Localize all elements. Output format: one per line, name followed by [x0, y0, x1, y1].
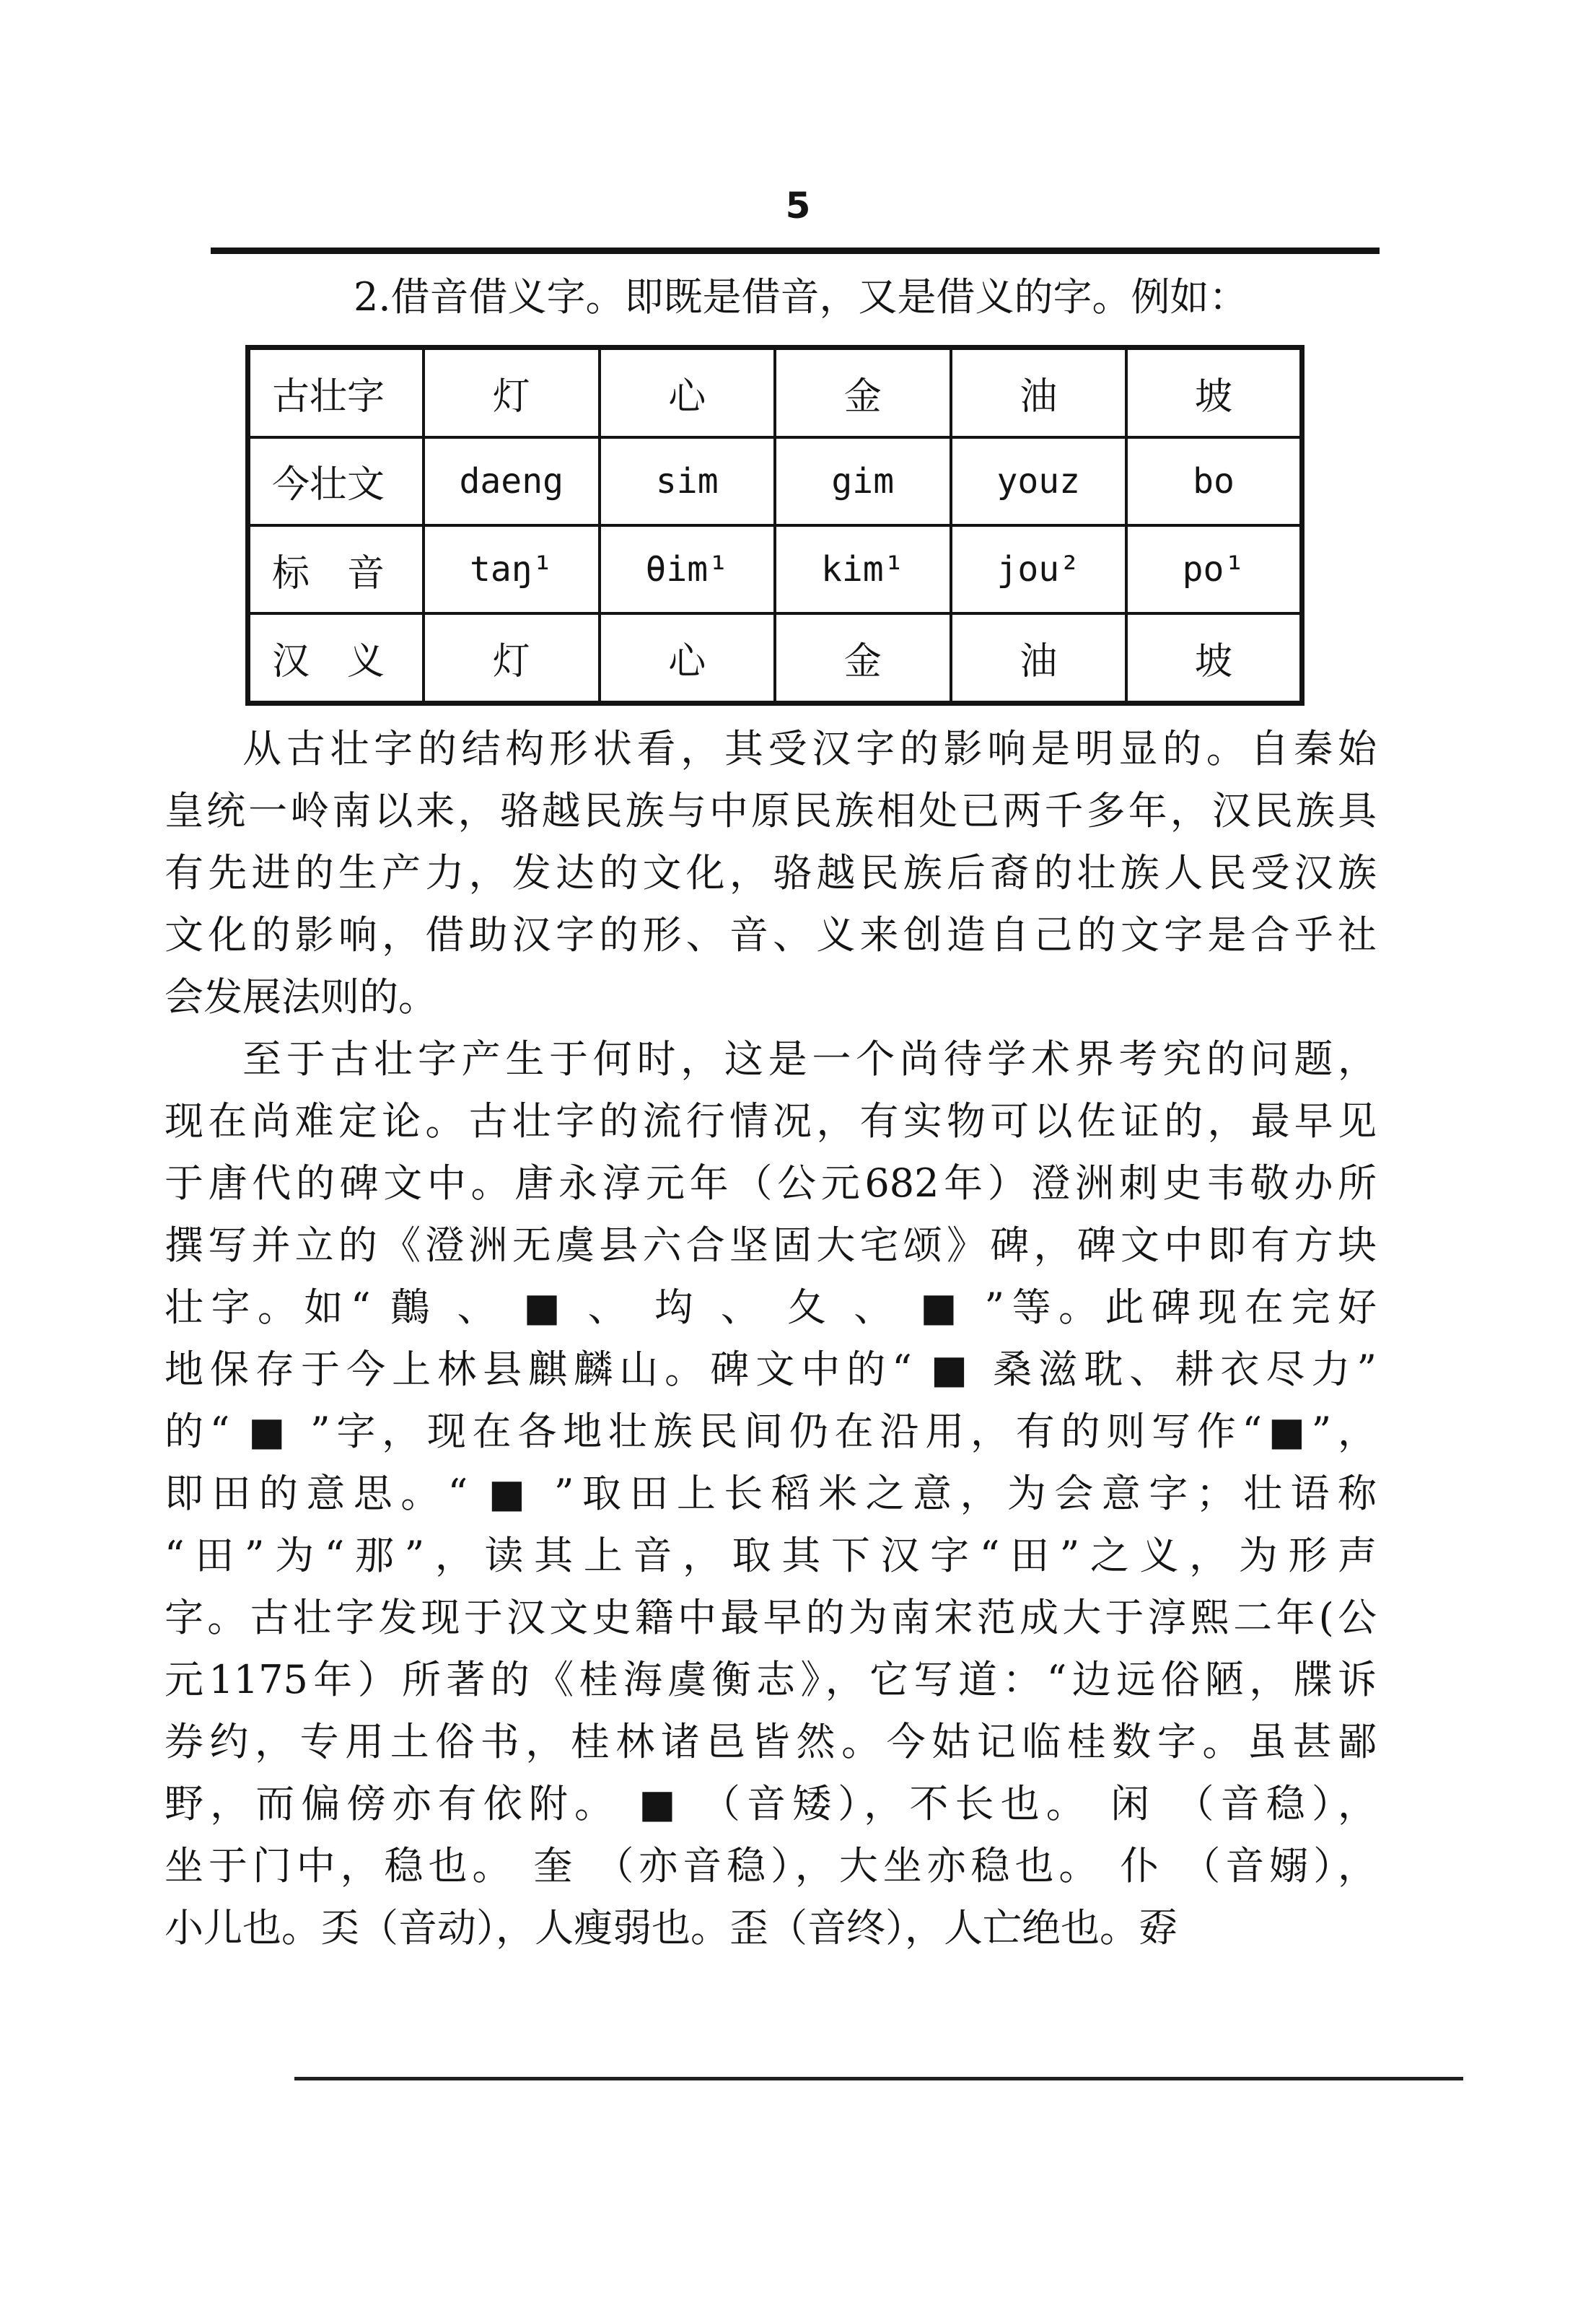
- row-label: 今壮文: [248, 437, 424, 525]
- paragraph-influence: [165, 718, 1377, 1028]
- table-row: [248, 348, 1302, 437]
- text-line: 坐于门中，稳也。 奎 （亦音稳），大坐亦稳也。 仆 （音嫋），: [165, 1843, 1377, 1889]
- character-table: [245, 345, 1305, 706]
- table-cell: sim: [600, 437, 776, 525]
- text-line: 会发展法则的。: [165, 974, 437, 1020]
- table-cell: daeng: [424, 437, 600, 525]
- page-number: 5: [785, 185, 811, 227]
- text-line: 皇统一岭南以来，骆越民族与中原民族相处已两千多年，汉民族具: [165, 788, 1377, 833]
- text-line: 野，而偏傍亦有依附。 ■ （音矮），不长也。 闲 （音稳），: [165, 1781, 1377, 1826]
- section-heading: 2.借音借义字。即既是借音，又是借义的字。例如：: [354, 274, 1248, 320]
- text-line: 撰写并立的《澄洲无虞县六合坚固大宅颂》碑，碑文中即有方块: [165, 1222, 1377, 1268]
- text-line: 有先进的生产力，发达的文化，骆越民族后裔的壮族人民受汉族: [165, 850, 1377, 896]
- text-line: 于唐代的碑文中。唐永淳元年（公元682年）澄洲刺史韦敬办所: [165, 1160, 1377, 1206]
- text-line: 即田的意思。“ ■ ”取田上长稻米之意，为会意字；壮语称: [165, 1471, 1377, 1516]
- text-line: 现在尚难定论。古壮字的流行情况，有实物可以佐证的，最早见: [165, 1098, 1377, 1144]
- table-cell: 油: [951, 348, 1127, 437]
- table-cell: gim: [775, 437, 951, 525]
- table-cell: jou²: [951, 525, 1127, 613]
- table-cell: po¹: [1126, 525, 1302, 613]
- table-cell: 坡: [1126, 348, 1302, 437]
- text-line: “田”为“那”，读其上音，取其下汉字“田”之义，为形声: [165, 1533, 1377, 1578]
- table-row: [248, 525, 1302, 613]
- text-line: 元1175年）所著的《桂海虞衡志》，它写道：“边远俗陋，牒诉: [165, 1657, 1377, 1702]
- row-label: 古壮字: [248, 348, 424, 437]
- table-cell: 金: [775, 348, 951, 437]
- row-label: 汉 义: [248, 613, 424, 703]
- text-line: 字。古壮字发现于汉文史籍中最早的为南宋范成大于淳熙二年(公: [165, 1595, 1377, 1640]
- table-cell: 坡: [1126, 613, 1302, 703]
- table-row: [248, 437, 1302, 525]
- table-cell: 心: [600, 613, 776, 703]
- text-line: 至于古壮字产生于何时，这是一个尚待学术界考究的问题，: [242, 1036, 1377, 1082]
- text-line: 壮字。如“ 䴅 、 ■ 、 㘬 、 夂 、 ■ ”等。此碑现在完好: [165, 1285, 1377, 1330]
- text-line: 券约，专用土俗书，桂林诸邑皆然。今姑记临桂数字。虽甚鄙: [165, 1719, 1377, 1764]
- footer-rule: [294, 2077, 1463, 2080]
- text-line: 地保存于今上林县麒麟山。碑文中的“ ■ 桑滋耽、耕衣尽力”: [165, 1347, 1377, 1392]
- table-cell: 油: [951, 613, 1127, 703]
- table-row: [248, 613, 1302, 703]
- text-line: 的“ ■ ”字，现在各地壮族民间仍在沿用，有的则写作“■”，: [165, 1409, 1377, 1454]
- table-cell: 金: [775, 613, 951, 703]
- table-cell: 灯: [424, 348, 600, 437]
- table-cell: 灯: [424, 613, 600, 703]
- table-cell: kim¹: [775, 525, 951, 613]
- row-label: 标 音: [248, 525, 424, 613]
- text-line: 文化的影响，借助汉字的形、音、义来创造自己的文字是合乎社: [165, 912, 1377, 958]
- table-cell: taŋ¹: [424, 525, 600, 613]
- table-cell: youz: [951, 437, 1127, 525]
- paragraph-origin: [165, 1028, 1377, 1959]
- header-rule: [211, 248, 1380, 254]
- table-cell: θim¹: [600, 525, 776, 613]
- table-cell: 心: [600, 348, 776, 437]
- text-line: 小儿也。奀（音动），人瘦弱也。歪（音终），人亡绝也。孬: [165, 1905, 1178, 1951]
- text-line: 从古壮字的结构形状看，其受汉字的影响是明显的。自秦始: [242, 726, 1377, 771]
- table-cell: bo: [1126, 437, 1302, 525]
